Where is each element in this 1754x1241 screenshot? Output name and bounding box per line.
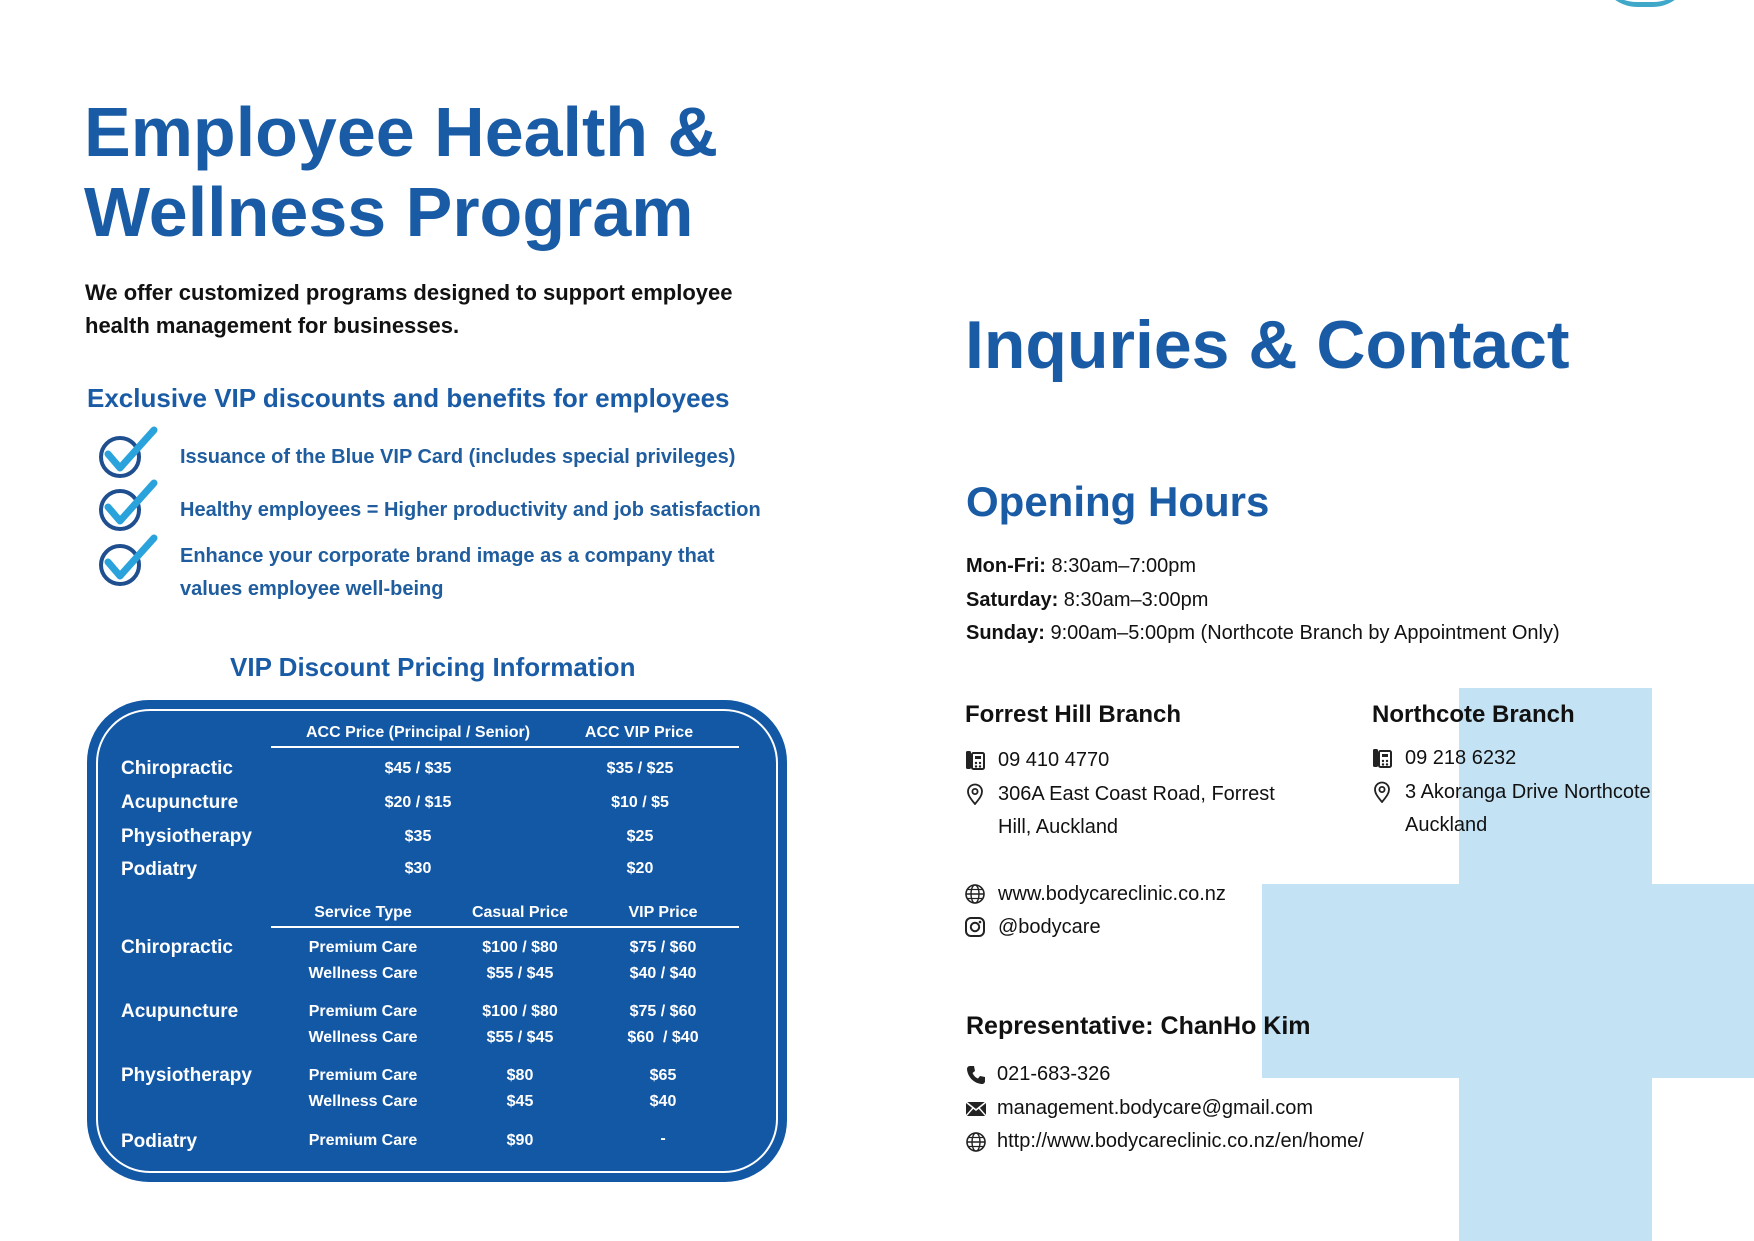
hours-row bbox=[966, 555, 1196, 578]
care-type: Premium Care bbox=[308, 939, 418, 956]
forrest-hill-phone[interactable]: 09 410 4770 bbox=[998, 749, 1110, 771]
acc-price: $35 bbox=[404, 828, 432, 845]
representative-phone[interactable]: 021-683-326 bbox=[997, 1063, 1111, 1085]
pricing-panel bbox=[87, 700, 787, 1182]
acc-header-rule bbox=[271, 746, 739, 748]
vip-benefits-heading: Exclusive VIP discounts and benefits for employees bbox=[87, 383, 730, 413]
northcote-phone[interactable]: 09 218 6232 bbox=[1405, 747, 1517, 769]
acc-vip-header: ACC VIP Price bbox=[584, 724, 694, 741]
program-intro: We offer customized programs designed to support employee health management for businesses. bbox=[85, 280, 733, 338]
benefit-item: Issuance of the Blue VIP Card (includes special privileges) bbox=[180, 446, 736, 468]
vip-price: $65 bbox=[649, 1067, 677, 1084]
benefit-item: Healthy employees = Higher productivity and job satisfaction bbox=[180, 499, 761, 521]
hours-row bbox=[966, 622, 1560, 645]
vip-price: $75 / $60 bbox=[629, 939, 697, 956]
benefit-item: Enhance your corporate brand image as a company that values employee well-being bbox=[180, 545, 715, 600]
casual-price-header: Casual Price bbox=[471, 904, 569, 921]
pricing-heading: VIP Discount Pricing Information bbox=[230, 652, 636, 682]
hours-value: 8:30am–7:00pm bbox=[1045, 555, 1197, 577]
acc-price: $45 / $35 bbox=[384, 760, 452, 777]
globe-icon bbox=[964, 883, 986, 905]
acc-service-name: Acupuncture bbox=[121, 792, 239, 813]
globe-icon bbox=[965, 1131, 987, 1153]
care-type: Wellness Care bbox=[308, 1093, 418, 1110]
hours-label: Saturday: bbox=[966, 589, 1059, 611]
decorative-arc bbox=[1600, 0, 1690, 7]
landline-phone-icon bbox=[964, 749, 986, 771]
forrest-hill-address: 306A East Coast Road, Forrest Hill, Auckland bbox=[998, 783, 1275, 838]
location-pin-icon bbox=[1371, 781, 1393, 803]
service-type-header: Service Type bbox=[314, 904, 412, 921]
representative-email[interactable]: management.bodycare@gmail.com bbox=[997, 1097, 1314, 1119]
casual-price: $100 / $80 bbox=[482, 1003, 558, 1020]
vip-price: $75 / $60 bbox=[629, 1003, 697, 1020]
casual-price: $80 bbox=[506, 1067, 534, 1084]
checkmark-circle-icon bbox=[96, 532, 158, 590]
hours-value: 9:00am–5:00pm (Northcote Branch by Appointment Only) bbox=[1044, 622, 1560, 644]
acc-service-name: Chiropractic bbox=[121, 758, 233, 779]
acc-service-name: Podiatry bbox=[121, 859, 198, 880]
casual-service-name: Chiropractic bbox=[121, 937, 233, 958]
vip-price: $40 / $40 bbox=[629, 965, 697, 982]
representative-url[interactable]: http://www.bodycareclinic.co.nz/en/home/ bbox=[997, 1130, 1364, 1152]
checkmark-circle-icon bbox=[96, 477, 158, 535]
care-type: Premium Care bbox=[308, 1067, 418, 1084]
acc-service-name: Physiotherapy bbox=[121, 826, 252, 847]
opening-hours-heading: Opening Hours bbox=[966, 478, 1270, 525]
location-pin-icon bbox=[964, 783, 986, 805]
forrest-hill-branch-title: Forrest Hill Branch bbox=[965, 701, 1182, 728]
casual-service-name: Acupuncture bbox=[121, 1001, 239, 1022]
instagram-handle[interactable]: @bodycare bbox=[998, 916, 1101, 938]
casual-price: $90 bbox=[506, 1132, 534, 1149]
acc-vip-price: $25 bbox=[626, 828, 654, 845]
care-type: Premium Care bbox=[308, 1003, 418, 1020]
vip-price: $60 / $40 bbox=[627, 1029, 699, 1046]
phone-handset-icon bbox=[965, 1064, 987, 1086]
contact-title: Inquries & Contact bbox=[965, 307, 1570, 383]
checkmark-circle-icon bbox=[96, 424, 158, 482]
vip-price: - bbox=[660, 1130, 666, 1147]
email-envelope-icon bbox=[965, 1098, 987, 1120]
acc-price-header: ACC Price (Principal / Senior) bbox=[305, 724, 531, 741]
care-type: Premium Care bbox=[308, 1132, 418, 1149]
hours-label: Mon-Fri: bbox=[966, 555, 1046, 577]
casual-price: $55 / $45 bbox=[486, 1029, 554, 1046]
acc-price: $20 / $15 bbox=[384, 794, 452, 811]
representative-title: Representative: ChanHo Kim bbox=[966, 1012, 1311, 1040]
casual-header-rule bbox=[271, 926, 739, 928]
casual-price: $55 / $45 bbox=[486, 965, 554, 982]
website-link[interactable]: www.bodycareclinic.co.nz bbox=[998, 883, 1226, 905]
casual-price: $45 bbox=[506, 1093, 534, 1110]
vip-price-header: VIP Price bbox=[628, 904, 698, 921]
program-title-line2: Wellness Program bbox=[84, 173, 694, 251]
instagram-icon bbox=[964, 916, 986, 938]
acc-vip-price: $35 / $25 bbox=[606, 760, 674, 777]
acc-vip-price: $20 bbox=[626, 860, 654, 877]
program-title-line1: Employee Health & bbox=[84, 93, 719, 171]
casual-service-name: Physiotherapy bbox=[121, 1065, 252, 1086]
vip-price: $40 bbox=[649, 1093, 677, 1110]
casual-service-name: Podiatry bbox=[121, 1131, 198, 1152]
northcote-address: 3 Akoranga Drive Northcote Auckland bbox=[1405, 781, 1651, 836]
hours-value: 8:30am–3:00pm bbox=[1058, 589, 1209, 611]
hours-label: Sunday: bbox=[966, 622, 1045, 644]
northcote-branch-title: Northcote Branch bbox=[1372, 701, 1575, 728]
casual-price: $100 / $80 bbox=[482, 939, 558, 956]
landline-phone-icon bbox=[1371, 747, 1393, 769]
acc-price: $30 bbox=[404, 860, 432, 877]
program-title bbox=[84, 92, 844, 252]
acc-vip-price: $10 / $5 bbox=[611, 794, 669, 811]
medical-cross-horizontal-bar bbox=[1262, 884, 1754, 1078]
care-type: Wellness Care bbox=[308, 965, 418, 982]
care-type: Wellness Care bbox=[308, 1029, 418, 1046]
hours-row bbox=[966, 589, 1208, 612]
